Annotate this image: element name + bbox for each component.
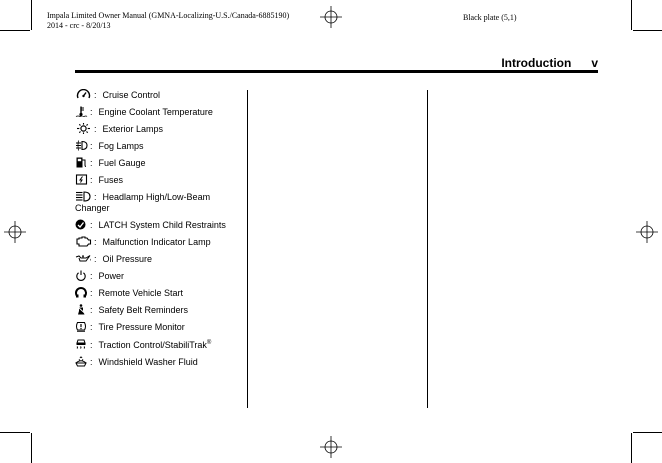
registration-mark bbox=[636, 221, 658, 243]
registration-mark bbox=[320, 6, 342, 28]
item-label: Traction Control/StabiliTrak bbox=[98, 340, 207, 350]
fuses-icon bbox=[75, 174, 88, 185]
list-item: : Cruise Control bbox=[75, 89, 240, 101]
item-label: Malfunction Indicator Lamp bbox=[102, 237, 211, 247]
safety-belt-reminders-icon bbox=[75, 304, 88, 315]
registration-mark bbox=[4, 221, 26, 243]
plate-label: Black plate (5,1) bbox=[463, 13, 517, 22]
cruise-control-icon bbox=[75, 89, 92, 100]
list-item: : LATCH System Child Restraints bbox=[75, 219, 240, 231]
engine-coolant-temperature-icon bbox=[75, 106, 88, 117]
item-label: Power bbox=[98, 271, 125, 281]
crop-mark bbox=[31, 0, 32, 30]
remote-vehicle-start-icon bbox=[75, 287, 88, 298]
crop-mark bbox=[0, 432, 30, 433]
power-icon bbox=[75, 270, 88, 281]
fog-lamps-icon bbox=[75, 140, 88, 151]
registration-mark bbox=[320, 436, 342, 458]
crop-mark bbox=[31, 433, 32, 463]
list-item: : Headlamp High/Low-Beam Changer bbox=[75, 192, 211, 213]
item-label: Fuses bbox=[98, 175, 124, 185]
list-item: : Remote Vehicle Start bbox=[75, 287, 240, 299]
list-item: : Fuel Gauge bbox=[75, 157, 240, 169]
item-label: Remote Vehicle Start bbox=[98, 288, 184, 298]
list-item: : Traction Control/StabiliTrak® bbox=[75, 338, 240, 351]
crop-mark bbox=[0, 30, 30, 31]
item-label: Windshield Washer Fluid bbox=[98, 357, 198, 367]
page-number: v bbox=[591, 56, 598, 70]
item-label: Cruise Control bbox=[102, 90, 161, 100]
crop-mark bbox=[633, 30, 662, 31]
manual-date-line: 2014 - crc - 8/20/13 bbox=[47, 21, 111, 30]
exterior-lamps-icon bbox=[75, 123, 92, 134]
list-item: : Oil Pressure bbox=[75, 253, 240, 265]
windshield-washer-fluid-icon bbox=[75, 356, 88, 367]
list-item: : Windshield Washer Fluid bbox=[75, 356, 240, 368]
header-meta bbox=[47, 11, 289, 31]
item-label: Headlamp High/Low-Beam Changer bbox=[75, 192, 211, 213]
crop-mark bbox=[631, 0, 632, 30]
item-label: LATCH System Child Restraints bbox=[98, 220, 226, 230]
manual-title-line: Impala Limited Owner Manual (GMNA-Localizing-U.S./Canada-6885190) bbox=[47, 11, 290, 20]
item-label: Oil Pressure bbox=[102, 254, 153, 264]
tire-pressure-monitor-icon bbox=[75, 321, 88, 332]
crop-mark bbox=[633, 432, 662, 433]
column-divider bbox=[247, 90, 248, 408]
list-item: : Fuses bbox=[75, 174, 240, 186]
item-label: Tire Pressure Monitor bbox=[98, 322, 185, 332]
crop-mark bbox=[631, 433, 632, 463]
item-label: Safety Belt Reminders bbox=[98, 305, 189, 315]
list-item: : Exterior Lamps bbox=[75, 123, 240, 135]
item-label: Exterior Lamps bbox=[102, 124, 164, 134]
list-item: : Fog Lamps bbox=[75, 140, 240, 152]
section-header bbox=[75, 56, 598, 70]
list-item: : Engine Coolant Temperature bbox=[75, 106, 240, 118]
header-rule bbox=[75, 70, 598, 73]
registered-mark: ® bbox=[206, 340, 212, 346]
fuel-gauge-icon bbox=[75, 157, 88, 168]
malfunction-indicator-lamp-icon bbox=[75, 236, 92, 247]
list-item: : Safety Belt Reminders bbox=[75, 304, 240, 316]
latch-system-icon bbox=[75, 219, 88, 230]
headlamp-beam-changer-icon bbox=[75, 191, 92, 202]
list-item: : Tire Pressure Monitor bbox=[75, 321, 240, 333]
oil-pressure-icon bbox=[75, 253, 92, 264]
item-label: Fuel Gauge bbox=[98, 158, 146, 168]
column-divider bbox=[427, 90, 428, 408]
item-label: Fog Lamps bbox=[98, 141, 144, 151]
item-label: Engine Coolant Temperature bbox=[98, 107, 213, 117]
symbol-list bbox=[75, 89, 240, 373]
section-title: Introduction bbox=[501, 56, 572, 70]
list-item: : Power bbox=[75, 270, 240, 282]
list-item: : Malfunction Indicator Lamp bbox=[75, 236, 240, 248]
traction-control-icon bbox=[75, 339, 88, 350]
